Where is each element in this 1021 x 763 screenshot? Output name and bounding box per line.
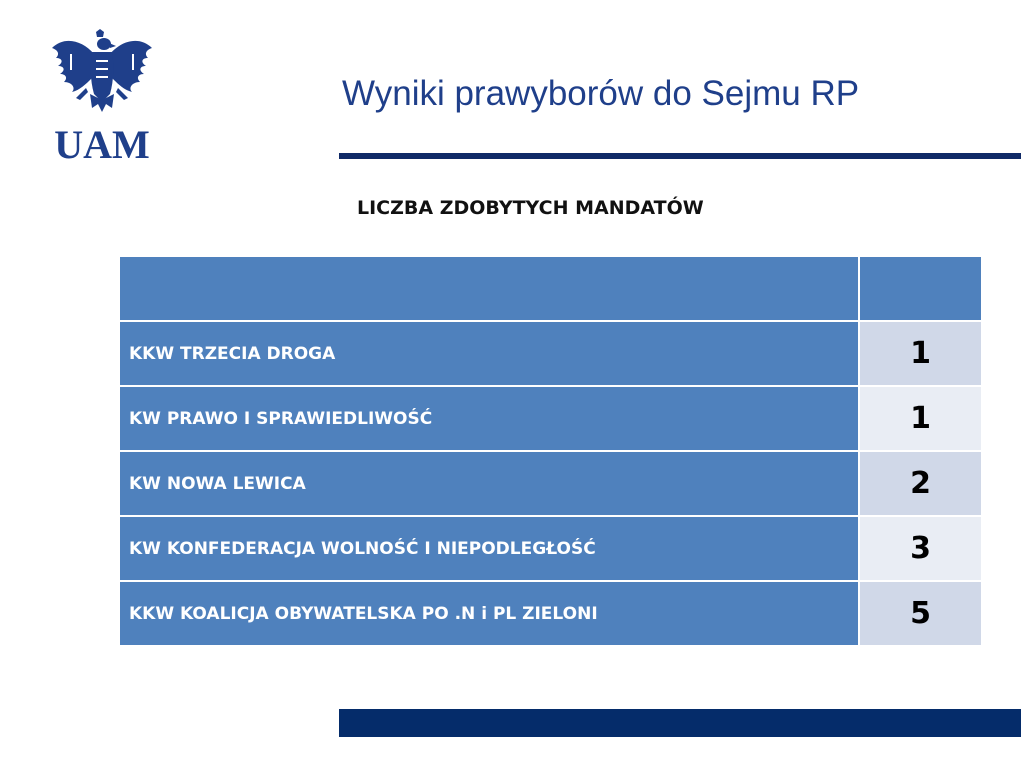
seat-count: 3 xyxy=(860,517,981,582)
footer-bar xyxy=(339,709,1021,737)
results-table xyxy=(120,257,981,647)
party-name: KW PRAWO I SPRAWIEDLIWOŚĆ xyxy=(120,387,860,452)
seat-count: 5 xyxy=(860,582,981,647)
party-name: KW NOWA LEWICA xyxy=(120,452,860,517)
uam-eagle-logo-icon xyxy=(46,28,158,164)
title-divider xyxy=(339,153,1021,159)
table-row xyxy=(120,517,981,582)
party-name: KKW KOALICJA OBYWATELSKA PO .N i PL ZIELONI xyxy=(120,582,860,647)
table-row xyxy=(120,387,981,452)
table-row xyxy=(120,322,981,387)
party-name: KKW TRZECIA DROGA xyxy=(120,322,860,387)
logo-text: UAM xyxy=(54,122,150,164)
table-header-row xyxy=(120,257,981,322)
table-header-value xyxy=(860,257,981,322)
table-row xyxy=(120,582,981,647)
table-header-name xyxy=(120,257,860,322)
seat-count: 2 xyxy=(860,452,981,517)
page-title: Wyniki prawyborów do Sejmu RP xyxy=(342,74,860,113)
table-subtitle: LICZBA ZDOBYTYCH MANDATÓW xyxy=(357,197,704,219)
party-name: KW KONFEDERACJA WOLNOŚĆ I NIEPODLEGŁOŚĆ xyxy=(120,517,860,582)
seat-count: 1 xyxy=(860,387,981,452)
seat-count: 1 xyxy=(860,322,981,387)
table-row xyxy=(120,452,981,517)
